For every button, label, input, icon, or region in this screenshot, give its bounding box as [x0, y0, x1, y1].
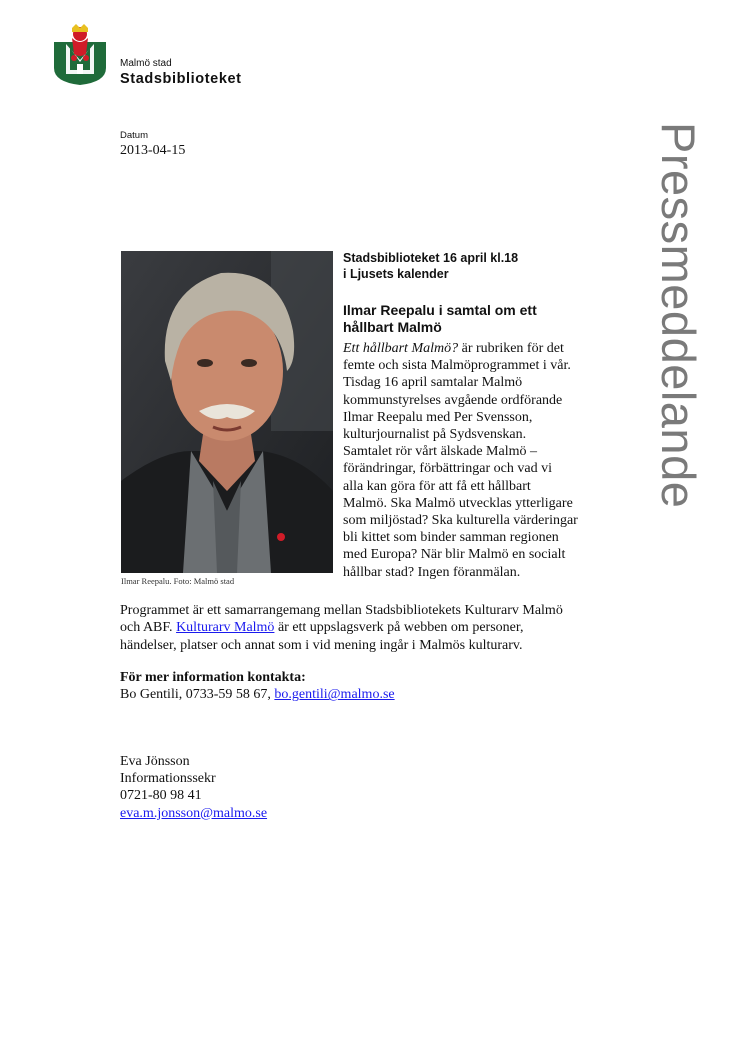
signature-phone: 0721-80 98 41: [120, 788, 202, 804]
para2-line: händelser, platser och annat som i vid mening ingår i Malmös kulturarv.: [120, 637, 523, 653]
lead-line: bli kittet som binder samman regionen: [343, 530, 559, 546]
lead-line: hållbar stad? Ingen föranmälan.: [343, 564, 521, 580]
signature-block: [120, 753, 267, 822]
contact-heading: För mer information kontakta:: [120, 670, 306, 685]
lead-line: Ilmar Reepalu med Per Svensson,: [343, 409, 533, 425]
lead-line: Malmö. Ska Malmö utvecklas ytterligare: [343, 495, 573, 511]
signature-name: Eva Jönsson: [120, 754, 190, 769]
lead-line: som miljöstad? Ska kulturella värderingar: [343, 513, 578, 529]
press-release-side-label: Pressmeddelande: [652, 122, 705, 509]
article-title: [343, 302, 537, 335]
side-label-container: [650, 122, 704, 562]
photo-caption: Ilmar Reepalu. Foto: Malmö stad: [121, 576, 235, 586]
contact-person-text: Bo Gentili, 0733-59 58 67,: [120, 687, 275, 703]
contact-person-line: [120, 686, 395, 703]
lead-line: med Europa? När blir Malmö en socialt: [343, 547, 566, 563]
para2-line: [120, 619, 563, 636]
para2-post: är ett uppslagsverk på webben om personer,: [274, 620, 524, 636]
article-lead-paragraph: [343, 340, 593, 581]
lead-first-rest: är rubriken för det: [458, 341, 564, 356]
signature-email-link[interactable]: eva.m.jonsson@malmo.se: [120, 805, 268, 821]
signature-email-line: [120, 805, 267, 822]
date-value: 2013-04-15: [120, 143, 186, 158]
organization-name: Stadsbiblioteket: [120, 71, 242, 87]
event-heading-line: i Ljusets kalender: [343, 267, 449, 281]
para2-pre: och ABF.: [120, 620, 177, 636]
date-label: Datum: [120, 130, 148, 141]
malmo-crest-logo-icon: [52, 24, 108, 86]
article-title-line: Ilmar Reepalu i samtal om ett: [343, 302, 537, 318]
signature-role: Informationssekr: [120, 771, 216, 787]
lead-line: femte och sista Malmöprogrammet i vår.: [343, 358, 571, 374]
event-heading-line: Stadsbiblioteket 16 april kl.18: [343, 251, 519, 265]
lead-line: Tisdag 16 april samtalar Malmö: [343, 375, 523, 391]
kulturarv-malmo-link[interactable]: Kulturarv Malmö: [176, 620, 275, 636]
lead-line: kommunstyrelses avgående ordförande: [343, 392, 563, 408]
contact-block: [120, 669, 395, 704]
article-second-paragraph: [120, 602, 563, 654]
portrait-photo: [121, 251, 333, 573]
organization-city: Malmö stad: [120, 58, 172, 69]
lead-line: Samtalet rör vårt älskade Malmö –: [343, 444, 537, 460]
event-heading: [343, 250, 518, 282]
lead-line: [343, 340, 593, 357]
lead-line: kulturjournalist på Sydsvenskan.: [343, 427, 527, 443]
contact-email-link[interactable]: bo.gentili@malmo.se: [274, 687, 395, 703]
article-title-line: hållbart Malmö: [343, 318, 442, 335]
para2-line: Programmet är ett samarrangemang mellan Stadsbibliotekets Kulturarv Malmö: [120, 603, 563, 618]
lead-line: förändringar, förbättringar och vad vi: [343, 461, 552, 477]
lead-italic-title: Ett hållbart Malmö?: [343, 341, 459, 356]
lead-line: alla kan göra för att få ett hållbart: [343, 478, 531, 494]
